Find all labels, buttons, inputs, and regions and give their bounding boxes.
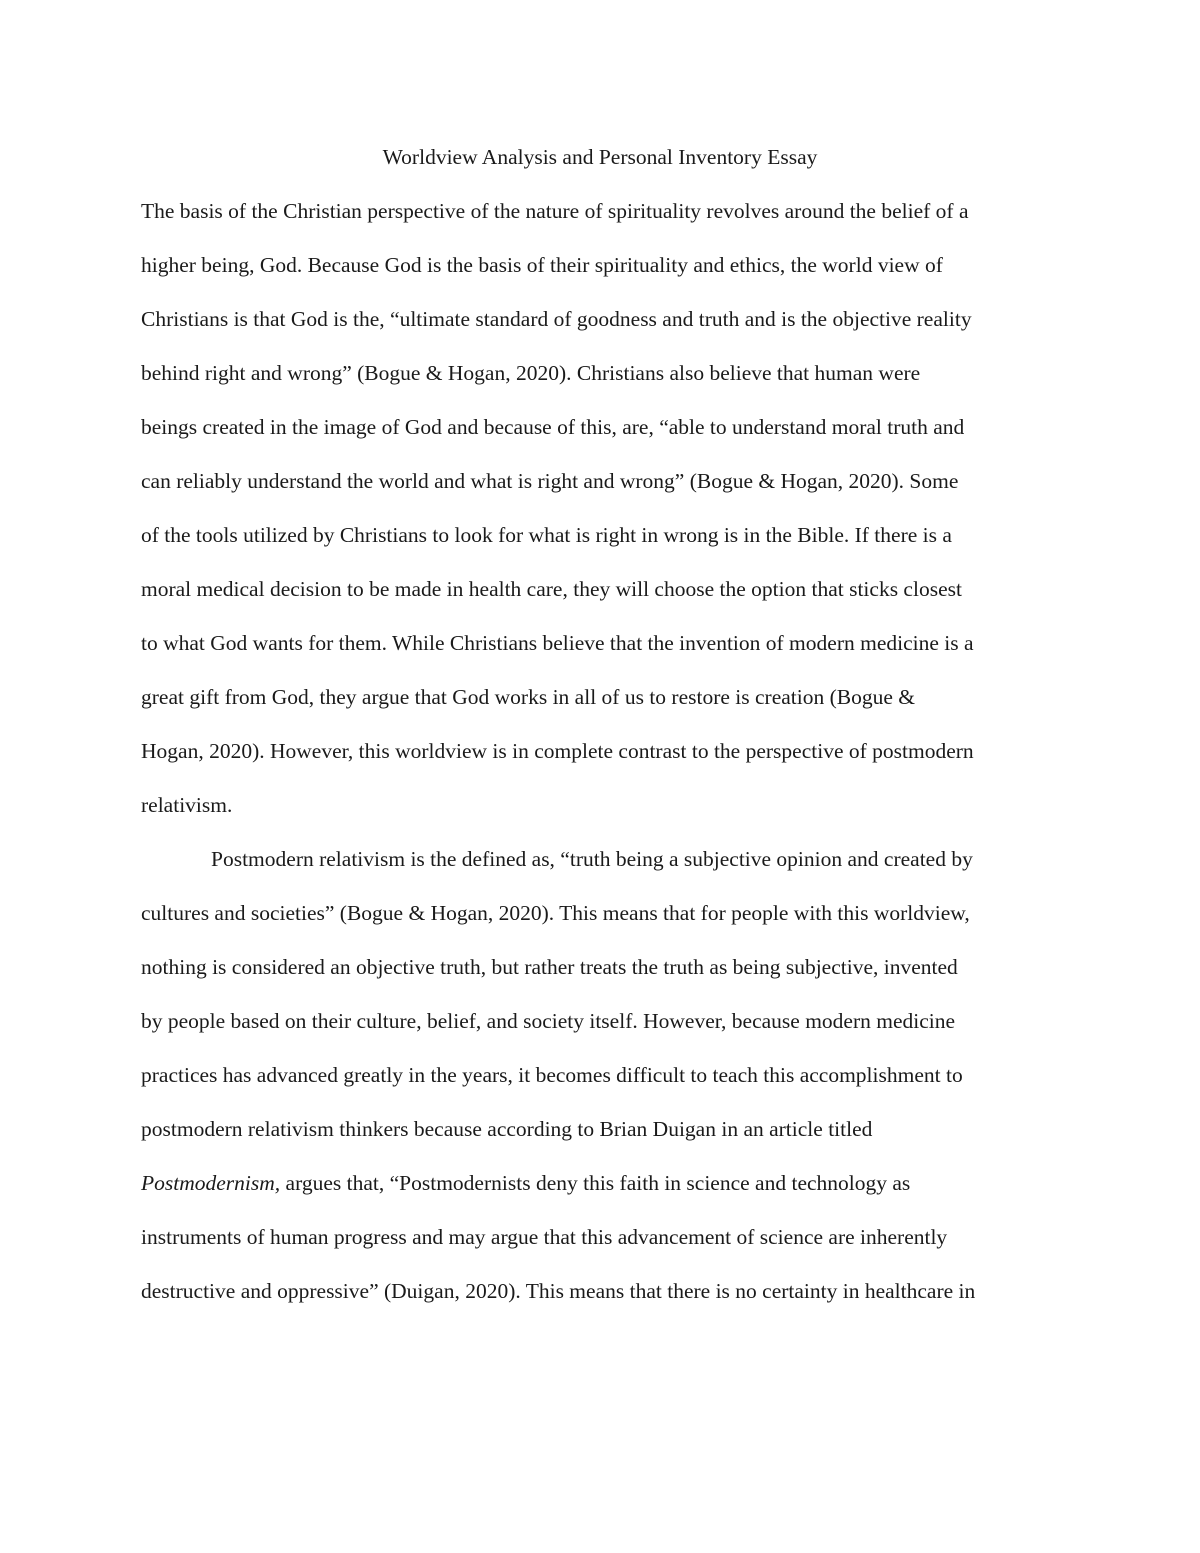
body-line: Christians is that God is the, “ultimate standard of goodness and truth and is the objective reality xyxy=(141,307,972,331)
body-line-text: argues that, “Postmodernists deny this faith in science and technology as xyxy=(280,1171,911,1195)
body-line: instruments of human progress and may argue that this advancement of science are inherently xyxy=(141,1225,948,1249)
body-line: practices has advanced greatly in the years, it becomes difficult to teach this accomplishment to xyxy=(141,1063,963,1087)
body-line: beings created in the image of God and because of this, are, “able to understand moral truth and xyxy=(141,415,965,439)
body-line: to what God wants for them. While Christians believe that the invention of modern medicine is a xyxy=(141,631,974,655)
body-line: postmodern relativism thinkers because according to Brian Duigan in an article titled xyxy=(141,1117,873,1141)
body-line: behind right and wrong” (Bogue & Hogan, 2020). Christians also believe that human were xyxy=(141,361,921,385)
document-title: Worldview Analysis and Personal Inventory Essay xyxy=(382,145,818,169)
body-line: can reliably understand the world and what is right and wrong” (Bogue & Hogan, 2020). Some xyxy=(141,469,959,493)
body-line: Hogan, 2020). However, this worldview is in complete contrast to the perspective of postmodern xyxy=(141,739,974,763)
body-line: The basis of the Christian perspective of the nature of spirituality revolves around the belief of a xyxy=(141,199,969,223)
body-line: destructive and oppressive” (Duigan, 2020). This means that there is no certainty in healthcare in xyxy=(141,1279,976,1303)
body-line: of the tools utilized by Christians to look for what is right in wrong is in the Bible. If there is a xyxy=(141,523,952,547)
article-title-italic: Postmodernism, xyxy=(141,1171,281,1195)
body-line: nothing is considered an objective truth, but rather treats the truth as being subjective, invented xyxy=(141,955,958,979)
body-line: higher being, God. Because God is the basis of their spirituality and ethics, the world view of xyxy=(141,253,943,277)
body-line: by people based on their culture, belief, and society itself. However, because modern medicine xyxy=(141,1009,956,1033)
body-line: relativism. xyxy=(141,793,233,817)
body-line: moral medical decision to be made in health care, they will choose the option that sticks closest xyxy=(141,577,962,601)
body-line: great gift from God, they argue that God works in all of us to restore is creation (Bogue & xyxy=(141,685,916,709)
body-line xyxy=(141,1169,910,1197)
paragraph-start-line: Postmodern relativism is the defined as, “truth being a subjective opinion and created by xyxy=(211,847,973,871)
body-line: cultures and societies” (Bogue & Hogan, 2020). This means that for people with this worldview, xyxy=(141,901,970,925)
